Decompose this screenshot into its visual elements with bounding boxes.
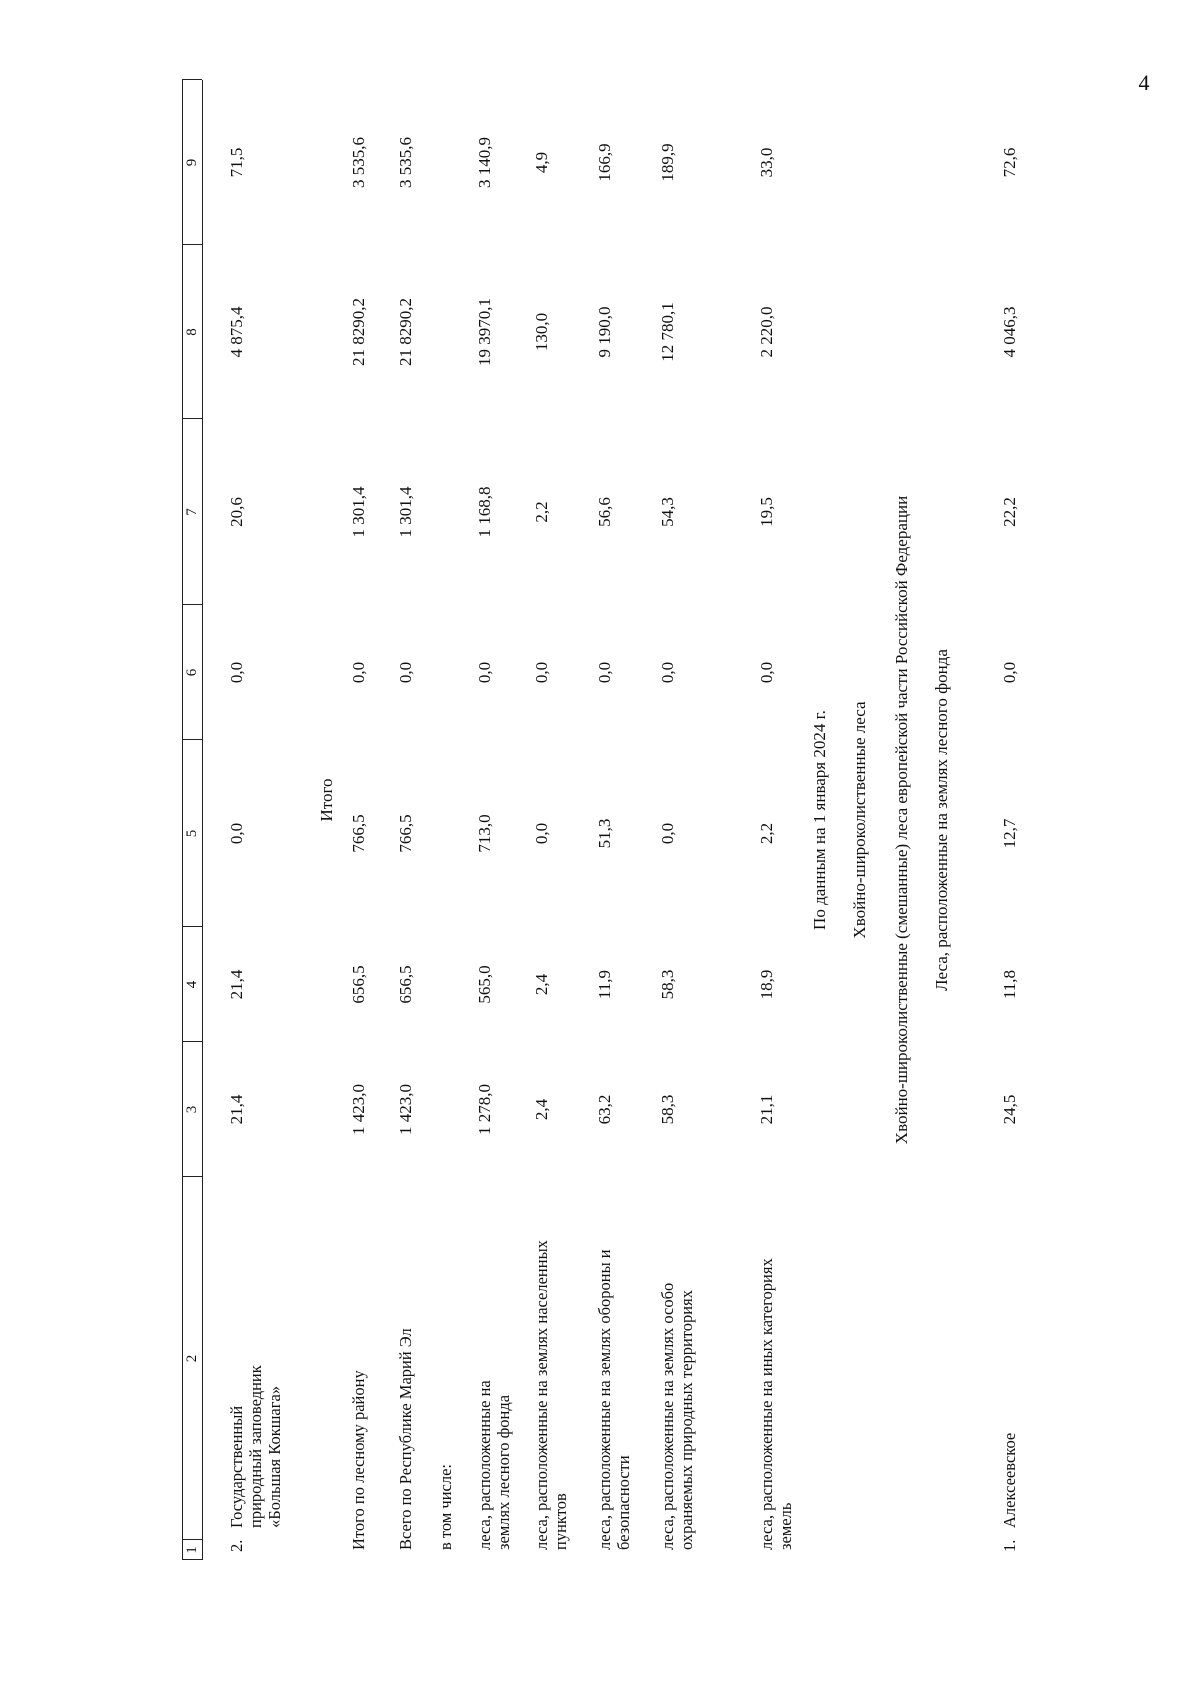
cell-value: 1 423,0: [396, 1084, 415, 1135]
cell-value: 9 190,0: [595, 306, 614, 358]
cell-value: 33,0: [757, 147, 776, 178]
column-number: 5: [184, 829, 200, 838]
cell-value: 12 780,1: [658, 302, 677, 362]
cell-value: 0,0: [1000, 661, 1019, 684]
header-bottom-line: [202, 80, 203, 1560]
cell-value: 2,2: [532, 501, 551, 523]
cell-value: 0,0: [658, 822, 677, 845]
cell-value: 2,2: [757, 822, 776, 845]
cell-value: 4 875,4: [227, 306, 246, 358]
row-number: 1.: [1000, 1539, 1019, 1552]
cell-value: 0,0: [227, 661, 246, 684]
cell-value: 1 278,0: [475, 1084, 494, 1135]
cell-value: 2 220,0: [757, 306, 776, 358]
column-number: 2: [184, 1354, 200, 1363]
row-name: в том числе:: [436, 1463, 455, 1550]
cell-value: 713,0: [475, 814, 494, 853]
cell-value: 21,1: [757, 1094, 776, 1125]
cell-value: 11,8: [1000, 969, 1019, 1000]
row-name: Алексеевское: [1000, 1432, 1019, 1528]
cell-value: 0,0: [532, 661, 551, 684]
cell-value: 130,0: [532, 312, 551, 352]
row-name: леса, расположенные на землях особо охраняемых природных территориях: [658, 1282, 696, 1550]
column-number: 4: [184, 980, 200, 989]
cell-value: 565,0: [475, 965, 494, 1004]
cell-value: 58,3: [658, 1094, 677, 1125]
cell-value: 12,7: [1000, 818, 1019, 849]
cell-value: 11,9: [595, 969, 614, 1000]
cell-value: 21,4: [227, 969, 246, 1000]
page-number: 4: [1138, 70, 1150, 95]
cell-value: 3 535,6: [349, 137, 368, 188]
rotated-table: [182, 60, 1132, 1560]
cell-value: 21 8290,2: [396, 298, 415, 366]
section-heading: Итого: [317, 778, 336, 822]
cell-value: 656,5: [349, 965, 368, 1004]
row-name: леса, расположенные на иных категориях земель: [757, 1258, 795, 1550]
cell-value: 1 168,8: [475, 486, 494, 538]
forest-region-heading: Хвойно-широколиственные (смешанные) леса европейской части Российской Федерации: [892, 495, 911, 1145]
cell-value: 24,5: [1000, 1094, 1019, 1125]
cell-value: 1 301,4: [396, 486, 415, 538]
cell-value: 21 8290,2: [349, 298, 368, 366]
column-number: 1: [184, 1546, 200, 1554]
cell-value: 0,0: [658, 661, 677, 684]
cell-value: 2,4: [532, 1098, 551, 1121]
cell-value: 766,5: [396, 814, 415, 853]
cell-value: 189,9: [658, 143, 677, 182]
cell-value: 0,0: [475, 661, 494, 684]
column-number: 7: [184, 508, 200, 516]
cell-value: 1 423,0: [349, 1084, 368, 1135]
cell-value: 63,2: [595, 1094, 614, 1125]
header-top-line: [182, 80, 183, 1560]
cell-value: 0,0: [595, 661, 614, 684]
cell-value: 54,3: [658, 497, 677, 527]
cell-value: 0,0: [396, 661, 415, 684]
cell-value: 4 046,3: [1000, 306, 1019, 358]
cell-value: 58,3: [658, 969, 677, 1000]
cell-value: 0,0: [757, 661, 776, 684]
forest-type-heading: Хвойно-широколиственные леса: [850, 701, 869, 939]
column-number: 3: [184, 1105, 200, 1114]
land-category-heading: Леса, расположенные на землях лесного фонда: [932, 649, 951, 991]
cell-value: 2,4: [532, 973, 551, 996]
cell-value: 72,6: [1000, 147, 1019, 178]
cell-value: 0,0: [532, 822, 551, 845]
cell-value: 656,5: [396, 965, 415, 1004]
cell-value: 166,9: [595, 143, 614, 182]
cell-value: 1 301,4: [349, 486, 368, 538]
date-heading: По данным на 1 января 2024 г.: [810, 710, 829, 930]
row-number: 2.: [227, 1539, 246, 1552]
cell-value: 19,5: [757, 497, 776, 527]
cell-value: 4,9: [532, 151, 551, 174]
cell-value: 51,3: [595, 818, 614, 849]
cell-value: 3 535,6: [396, 137, 415, 188]
cell-value: 21,4: [227, 1094, 246, 1125]
column-number: 6: [184, 668, 200, 677]
row-name: Государственный природный заповедник «Большая Кокшага»: [227, 1365, 284, 1528]
row-name: Всего по Республике Марий Эл: [396, 1328, 415, 1550]
cell-value: 19 3970,1: [475, 298, 494, 366]
row-name: леса, расположенные на землях населенных пунктов: [532, 1240, 570, 1550]
row-name: леса, расположенные на землях обороны и безопасности: [595, 1249, 633, 1550]
cell-value: 71,5: [227, 147, 246, 178]
column-number: 9: [184, 158, 200, 167]
cell-value: 3 140,9: [475, 137, 494, 188]
cell-value: 20,6: [227, 497, 246, 527]
cell-value: 18,9: [757, 969, 776, 1000]
row-name: Итого по лесному району: [349, 1370, 368, 1550]
cell-value: 56,6: [595, 497, 614, 527]
cell-value: 766,5: [349, 814, 368, 853]
cell-value: 0,0: [227, 822, 246, 845]
cell-value: 22,2: [1000, 497, 1019, 527]
cell-value: 0,0: [349, 661, 368, 684]
column-number: 8: [184, 328, 200, 336]
row-name: леса, расположенные на землях лесного фонда: [475, 1380, 513, 1550]
